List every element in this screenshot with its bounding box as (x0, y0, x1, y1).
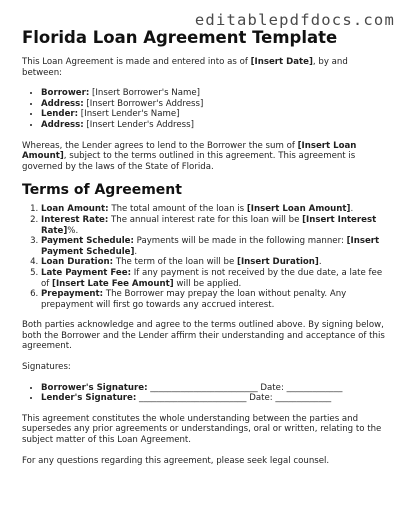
term-text-end: . (318, 257, 322, 268)
counsel-paragraph: For any questions regarding this agreement, please seek legal counsel. (22, 455, 330, 466)
lender-signature-line (41, 393, 390, 404)
term-placeholder: [Insert Duration] (237, 257, 319, 268)
acknowledge-paragraph: Both parties acknowledge and agree to the terms outlined above. By signing below, both the Borrower and the Lender affirm their understanding and acceptance of this agreement. (22, 320, 385, 352)
term-prepayment (41, 289, 390, 310)
intro-text-end: , by and between: (22, 57, 348, 78)
whereas-text-end: , subject to the terms outlined in this agreement. This agreement is governed by the laws of the State of Florida. (22, 151, 356, 172)
term-text: If any payment is not received by the due date, a late fee of (41, 267, 383, 289)
term-label: Loan Duration: (41, 257, 114, 268)
date-placeholder: [Insert Date] (250, 57, 313, 67)
term-interest-rate (41, 215, 390, 236)
loan-amount-placeholder: [Insert Loan Amount] (22, 140, 357, 162)
party-value: [Insert Lender's Name] (78, 109, 180, 120)
term-text: Payments will be made in the following manner: (133, 236, 347, 247)
term-label: Loan Amount: (41, 204, 109, 215)
signatures-list (22, 383, 390, 404)
party-value: [Insert Borrower's Address] (83, 98, 204, 109)
party-borrower (41, 88, 390, 99)
signature-blank: _________________________ Date: _____________ (136, 393, 332, 404)
term-placeholder: [Insert Interest Rate] (41, 214, 377, 236)
document-page (22, 28, 390, 476)
whereas-text: Whereas, the Lender agrees to lend to the Borrower the sum of (22, 140, 298, 151)
terms-list (22, 204, 390, 310)
parties-list (22, 88, 390, 130)
signature-label: Lender's Signature: (41, 393, 137, 404)
party-label: Borrower: (41, 88, 90, 99)
term-label: Interest Rate: (41, 214, 109, 225)
whereas-paragraph (22, 141, 390, 173)
term-text-end: . (350, 204, 354, 215)
party-lender-address (41, 120, 390, 131)
party-label: Lender: (41, 109, 79, 120)
term-text: The annual interest rate for this loan will be (108, 214, 303, 225)
term-text-end: . (134, 246, 138, 257)
term-label: Payment Schedule: (41, 236, 134, 247)
signature-blank: _________________________ Date: _____________ (147, 382, 343, 393)
term-payment-schedule (41, 236, 390, 257)
term-loan-duration (41, 257, 390, 268)
party-lender (41, 109, 390, 120)
terms-heading: Terms of Agreement (22, 182, 182, 199)
intro-paragraph (22, 57, 390, 78)
intro-text: This Loan Agreement is made and entered into as of (22, 57, 251, 67)
term-label: Prepayment: (41, 289, 104, 300)
party-label: Address: (41, 119, 84, 130)
term-text: The total amount of the loan is (108, 204, 247, 215)
term-text-end: will be applied. (173, 278, 242, 289)
term-text-end: %. (67, 225, 79, 236)
party-value: [Insert Lender's Address] (83, 119, 194, 130)
signature-label: Borrower's Signature: (41, 382, 148, 393)
party-borrower-address (41, 99, 390, 110)
term-placeholder: [Insert Loan Amount] (246, 204, 351, 215)
signatures-label: Signatures: (22, 362, 71, 373)
term-placeholder: [Insert Payment Schedule] (41, 236, 380, 257)
watermark: editablepdfdocs.com (194, 11, 395, 29)
party-value: [Insert Borrower's Name] (89, 88, 201, 99)
party-label: Address: (41, 98, 84, 109)
term-loan-amount (41, 204, 390, 215)
term-text: The term of the loan will be (113, 257, 238, 268)
borrower-signature-line (41, 383, 390, 394)
term-label: Late Payment Fee: (41, 267, 132, 278)
term-late-payment-fee (41, 268, 390, 289)
closing-paragraph: This agreement constitutes the whole understanding between the parties and supersedes any prior agreements or understandings, oral or written, relating to the subject matter of this Loan Agreement. (22, 413, 382, 446)
term-text: The Borrower may prepay the loan without penalty. Any prepayment will first go towards any accrued interest. (41, 289, 347, 310)
page-title: Florida Loan Agreement Template (22, 28, 338, 47)
term-placeholder: [Insert Late Fee Amount] (52, 278, 174, 289)
